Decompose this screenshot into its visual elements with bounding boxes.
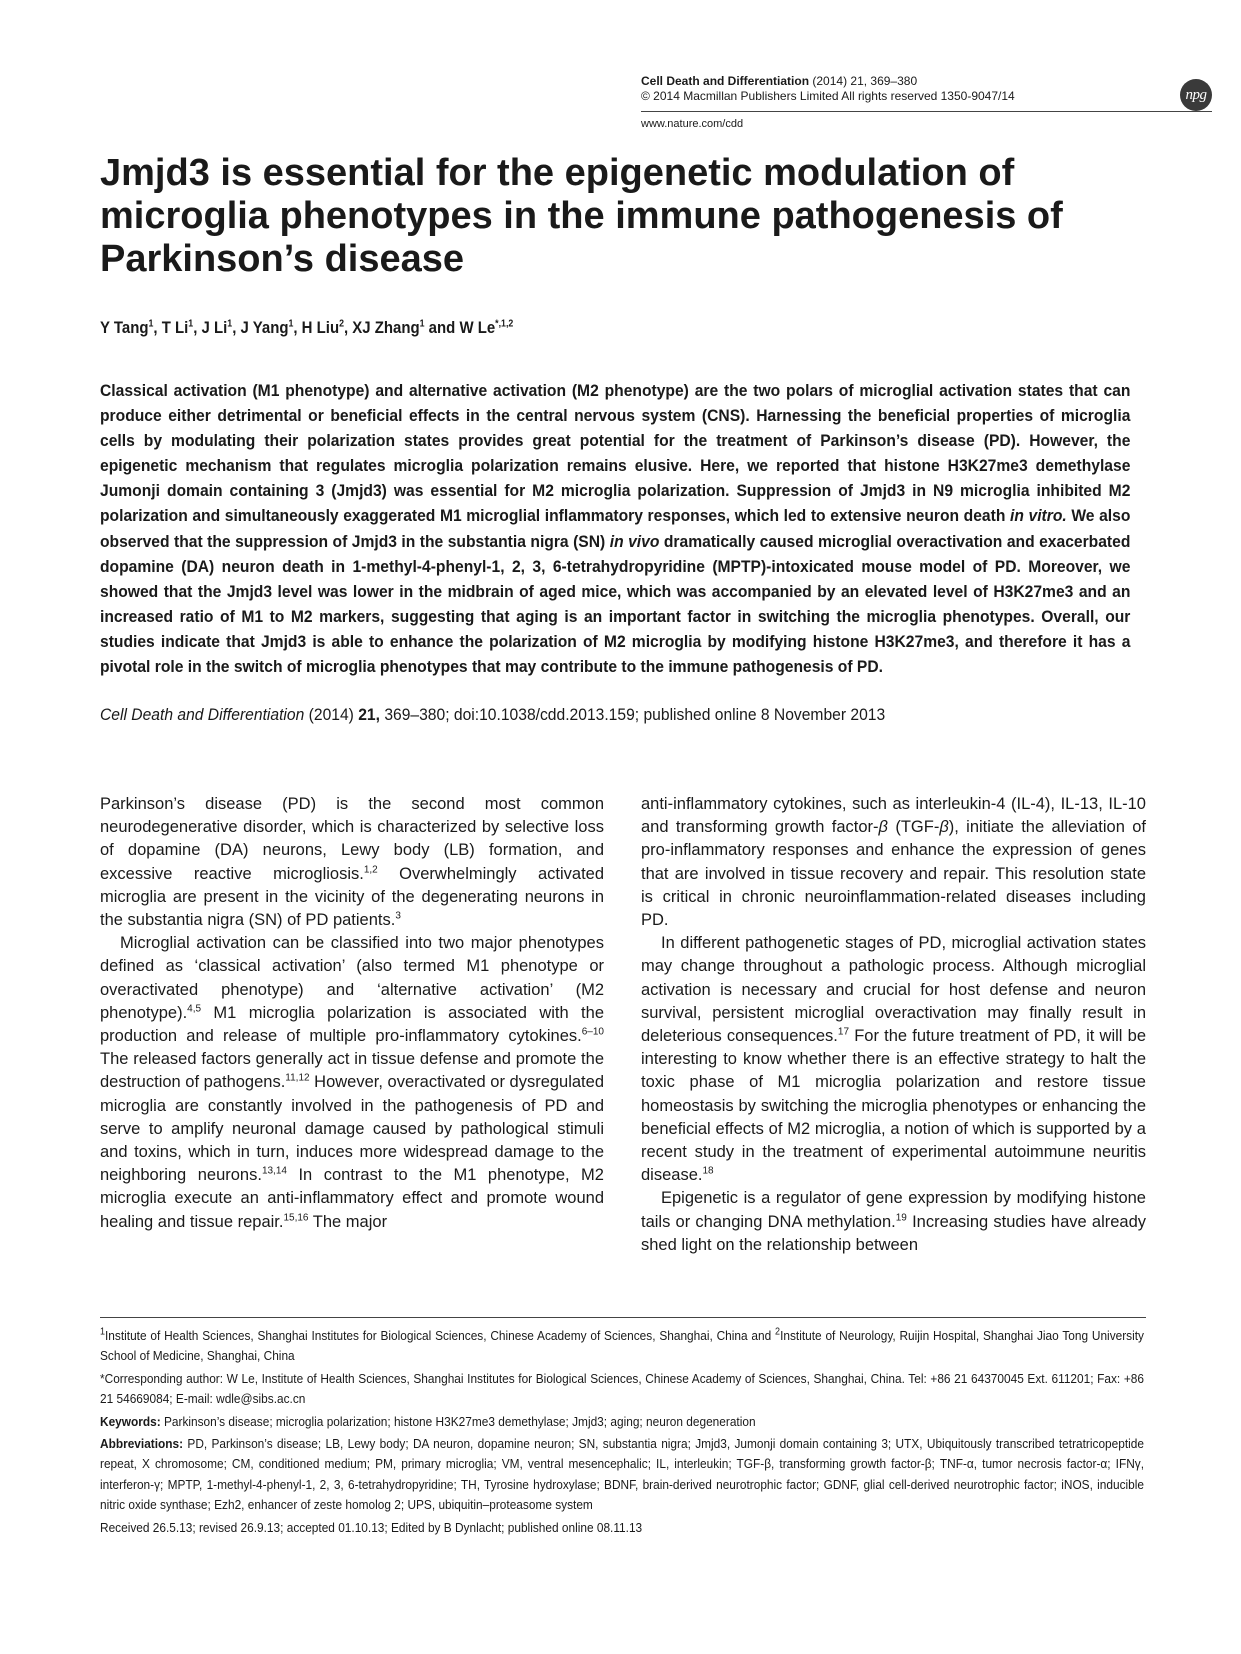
citation-superscript: 13,14 (261, 1165, 287, 1177)
author-affiliation-mark: 1 (419, 318, 425, 330)
abstract (100, 378, 1130, 679)
text-run: The released factors generally act in tissue defense and promote the destruction of pathogens. (100, 1050, 604, 1092)
journal-name: Cell Death and Differentiation (641, 74, 810, 88)
article-title: Jmjd3 is essential for the epigenetic modulation of microglia phenotypes in the immune pathogenesis of Parkinson’s disease (100, 152, 1063, 280)
italic-symbol: β (939, 818, 949, 837)
author-name: H Liu (301, 318, 340, 337)
footnote-divider (100, 1317, 1146, 1318)
author-affiliation-mark: 1 (227, 318, 233, 330)
text-run: Institute of Neurology, Ruijin Hospital, Shanghai Jiao Tong University School of Medicine, Shanghai, China (100, 1328, 1144, 1364)
abbreviations-text: PD, Parkinson’s disease; LB, Lewy body; DA neuron, dopamine neuron; SN, substantia nigra; Jmjd3, Jumonji domain containing 3; UTX, Ubiquitously transcribed tetratricopeptide repeat, X chromosome; CM, conditioned medium; PM, primary microglia; VM, ventral mesencephalic; IL, interleukin; TGF-β, transforming growth factor-β; TNF-α, tumor necrosis factor-α; IFNγ, interferon-γ; MPTP, 1-methyl-4-phenyl-1, 2, 3, 6-tetrahydropyridine; TH, Tyrosine hydroxylase; BDNF, brain-derived neurotrophic factor; GDNF, glial cell-derived neurotrophic factor; iNOS, inducible nitric oxide synthase; Ezh2, enhancer of zeste homolog 2; UPS, ubiquitin–proteasome system (100, 1436, 1144, 1513)
text-run: In contrast to the M1 phenotype, M2 microglia execute an anti-inflammatory effect and promote wound healing and tissue repair. (100, 1166, 604, 1231)
keywords-label: Keywords: (100, 1413, 161, 1429)
abbreviations-label: Abbreviations: (100, 1436, 184, 1452)
volume-info: (2014) 21, 369–380 (812, 74, 918, 88)
npg-logo-icon: npg (1180, 79, 1212, 111)
text-run: (TGF- (887, 818, 940, 837)
keywords (100, 1412, 1144, 1432)
author-name: J Yang (240, 318, 289, 337)
author-name: T Li (161, 318, 189, 337)
citation-superscript: 17 (837, 1026, 850, 1038)
received-dates: Received 26.5.13; revised 26.9.13; accepted 01.10.13; Edited by B Dynlacht; published online 08.11.13 (100, 1519, 643, 1535)
text-run: Microglial activation can be classified into two major phenotypes defined as ‘classical activation’ (also termed M1 phenotype or overactivated phenotype) and ‘alternative activation’ (M2 phenotype). (100, 934, 604, 1022)
citation-year: (2014) (304, 705, 359, 724)
citation-superscript: 6–10 (581, 1026, 604, 1038)
author-name: XJ Zhang (352, 318, 420, 337)
citation-superscript: 15,16 (283, 1212, 309, 1224)
author-name: W Le (459, 318, 496, 337)
affiliations (100, 1326, 1144, 1367)
text-run: In different pathogenetic stages of PD, microglial activation states may change throughout a pathologic process. Although microglial activation is necessary and crucial for host defense and neuron survival, persistent microglial overactivation may finally result in deleterious consequences. (641, 934, 1146, 1046)
text-run: ), initiate the alleviation of pro-inflammatory responses and enhance the expression of genes that are involved in tissue recovery and repair. This resolution state is critical in chronic neuroinflammation-related diseases including PD. (641, 818, 1146, 930)
author-affiliation-mark: 2 (339, 318, 344, 330)
abstract-text-2: We also observed that the suppression of Jmjd3 in the substantia nigra (SN) (100, 506, 1131, 551)
author-list: Y Tang$^1$, T Li$^1$, J Li$^1$, J Yang$^1$, H Liu$^2$, XJ Zhang$^1$ and W $Le^{*,1,2}$ (100, 318, 514, 337)
abstract-text-3: dramatically caused microglial overactivation and exacerbated dopamine (DA) neuron death in 1-methyl-4-phenyl-1, 2, 3, 6-tetrahydropyridine (MPTP)-intoxicated mouse model of PD. Moreover, we showed that the Jmjd3 level was lower in the midbrain of aged mice, which was accompanied by an elevated level of H3K27me3 and an increased ratio of M1 to M2 markers, suggesting that aging is an important factor in switching the microglia phenotypes. Overall, our studies indicate that Jmjd3 is able to enhance the polarization of M2 microglia by modifying histone H3K27me3, and therefore it has a pivotal role in the switch of microglia phenotypes that may contribute to the immune pathogenesis of PD. (100, 531, 1131, 677)
citation-superscript: 18 (702, 1165, 714, 1177)
text-run: Epigenetic is a regulator of gene expression by modifying histone tails or changing DNA methylation. (641, 1189, 1146, 1231)
body-paragraph (641, 932, 1146, 1187)
text-run: Increasing studies have already shed light on the relationship between (641, 1212, 1147, 1254)
citation-superscript: 3 (395, 910, 401, 922)
body-paragraph (641, 1187, 1146, 1257)
body-column-right (641, 793, 1146, 1257)
citation-superscript: 2 (775, 1326, 781, 1338)
abbreviations (100, 1434, 1144, 1516)
citation-superscript: 4,5 (187, 1003, 202, 1015)
text-run: anti-inflammatory cytokines, such as interleukin-4 (IL-4), IL-13, IL-10 and transforming growth factor- (641, 795, 1146, 837)
abstract-italic-1: in vitro. (1009, 506, 1067, 526)
italic-symbol: β (878, 818, 888, 837)
body-column-left (100, 793, 604, 1234)
keywords-text: Parkinson’s disease; microglia polarization; histone H3K27me3 demethylase; Jmjd3; aging; neuron degeneration (160, 1413, 756, 1429)
journal-url[interactable]: www.nature.com/cdd (641, 118, 744, 130)
citation-superscript: 19 (895, 1212, 907, 1224)
citation-volume: 21, (358, 705, 380, 724)
copyright-line: © 2014 Macmillan Publishers Limited All rights reserved 1350-9047/14 (641, 89, 1015, 103)
body-paragraph (100, 932, 604, 1234)
text-run: For the future treatment of PD, it will be interesting to know whether there is an effective strategy to halt the toxic phase of M1 microglia polarization and restore tissue homeostasis by switching the microglia phenotypes or enhancing the beneficial effects of M2 microglia, a notion of which is supported by a recent study in the treatment of experimental autoimmune neuritis disease. (641, 1027, 1146, 1185)
header-divider (641, 111, 1212, 112)
journal-header (641, 74, 1206, 104)
citation-superscript: 1,2 (363, 864, 378, 876)
text-run: The major (308, 1212, 388, 1231)
text-run: Parkinson’s disease (PD) is the second most common neurodegenerative disorder, which is characterized by selective loss of dopamine (DA) neurons, Lewy body (LB) formation, and excessive reactive microgliosis. (100, 795, 604, 883)
author-name: Y Tang (100, 318, 149, 337)
footnotes (100, 1326, 1144, 1540)
body-paragraph (641, 793, 1146, 932)
citation-line (100, 705, 885, 725)
author-name: J Li (201, 318, 228, 337)
text-run: M1 microglia polarization is associated with the production and release of multiple pro-inflammatory cytokines. (100, 1003, 604, 1046)
author-affiliation-mark: 1 (148, 318, 154, 330)
text-run: Overwhelmingly activated microglia are present in the vicinity of the degenerating neurons in the substantia nigra (SN) of PD patients. (100, 864, 605, 930)
abstract-text-1: Classical activation (M1 phenotype) and alternative activation (M2 phenotype) are the two polars of microglial activation states that can produce either detrimental or beneficial effects in the central nervous system (CNS). Harnessing the beneficial properties of microglia cells by modulating their polarization states provides great potential for the treatment of Parkinson’s disease (PD). However, the epigenetic mechanism that regulates microglia polarization remains elusive. Here, we reported that histone H3K27me3 demethylase Jumonji domain containing 3 (Jmjd3) was essential for M2 microglia polarization. Suppression of Jmjd3 in N9 microglia inhibited M2 polarization and simultaneously exaggerated M1 microglial inflammatory responses, which led to extensive neuron death (100, 381, 1131, 526)
citation-superscript: 1 (100, 1326, 106, 1338)
author-affiliation-mark: *,1,2 (495, 318, 514, 330)
citation-journal: Cell Death and Differentiation (100, 705, 305, 724)
citation-superscript: 11,12 (285, 1072, 310, 1084)
text-run: However, overactivated or dysregulated microglia are constantly involved in the pathogenesis of PD and serve to amplify neuronal damage caused by pathological stimuli and toxins, which in turn, induces more widespread damage to the neighboring neurons. (100, 1073, 604, 1185)
text-run: Institute of Health Sciences, Shanghai Institutes for Biological Sciences, Chinese Academy of Sciences, Shanghai, China and (105, 1328, 776, 1343)
author-affiliation-mark: 1 (288, 318, 294, 330)
body-paragraph (100, 793, 604, 932)
abstract-italic-2: in vivo (609, 531, 660, 551)
citation-rest: 369–380; doi:10.1038/cdd.2013.159; published online 8 November 2013 (379, 705, 886, 724)
author-affiliation-mark: 1 (188, 318, 194, 330)
corresponding-author: *Corresponding author: W Le, Institute of Health Sciences, Shanghai Institutes for Biological Sciences, Chinese Academy of Sciences, Shanghai, China. Tel: +86 21 64370045 Ext. 611201; Fax: +86 21 54669084; E-mail: wdle@sibs.ac.cn (100, 1370, 1144, 1407)
